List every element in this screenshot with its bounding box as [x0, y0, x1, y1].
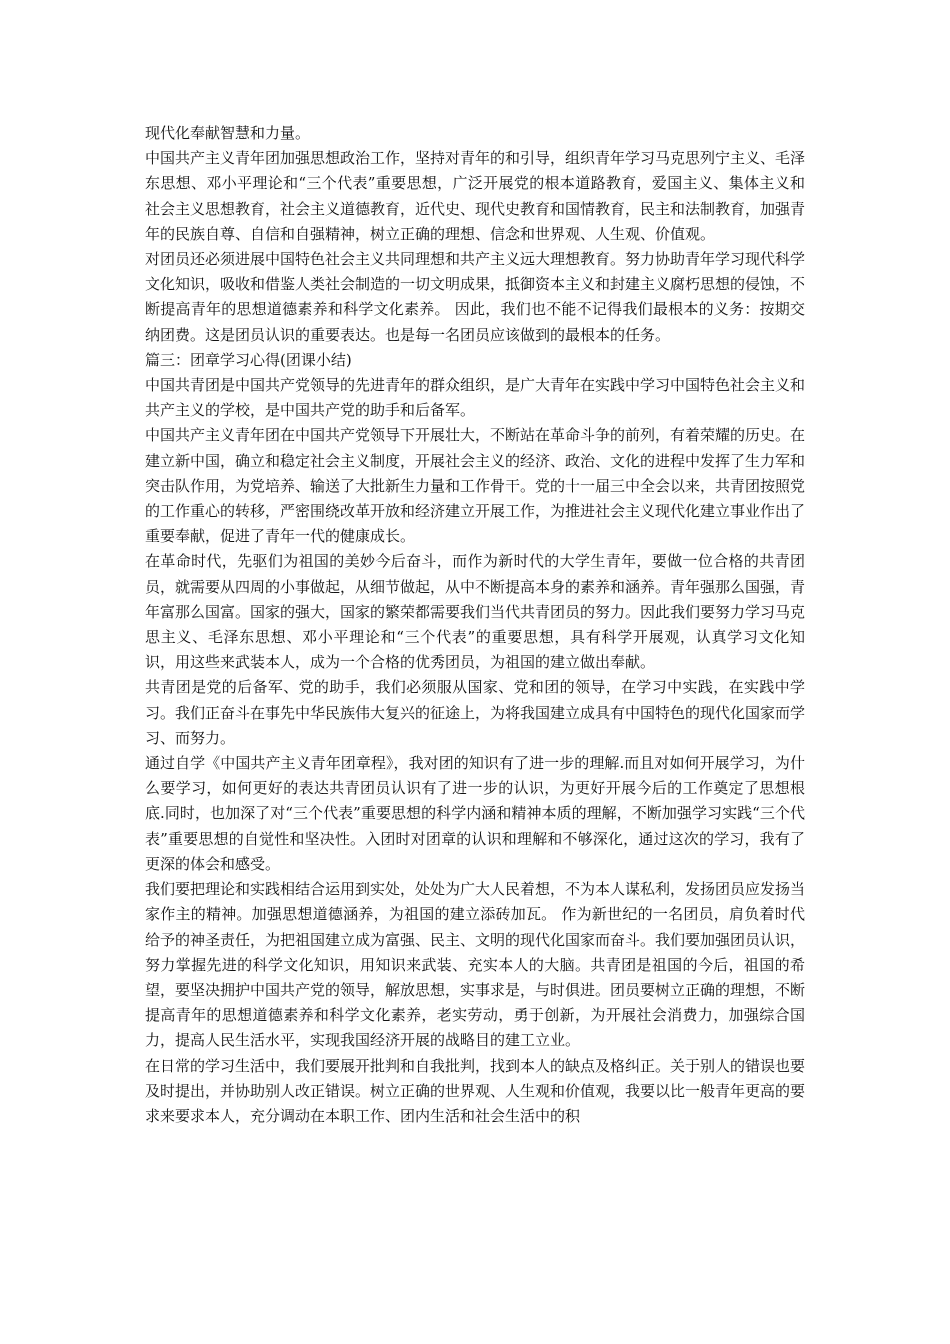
document-page	[145, 121, 805, 1129]
section-heading: 篇三：团章学习心得(团课小结)	[145, 350, 352, 369]
paragraph-new-era: 在革命时代，先驱们为祖国的美妙今后奋斗，而作为新时代的大学生青年，要做一位合格的共青团员，就需要从四周的小事做起，从细节做起，从中不断提高本身的素养和涵养。青年强那么国强，青年富那么国富。国家的强大，国家的繁荣都需要我们当代共青团员的努力。因此我们要努力学习马克思主义、毛泽东思想、邓小平理论和“三个代表”的重要思想，具有科学开展观，认真学习文化知识，用这些来武装本人，成为一个合格的优秀团员，为祖国的建立做出奉献。	[145, 552, 806, 672]
paragraph-league-definition: 中国共青团是中国共产党领导的先进青年的群众组织，是广大青年在实践中学习中国特色社会主义和共产主义的学校，是中国共产党的助手和后备军。	[145, 376, 806, 420]
paragraph-reserve-force: 共青团是党的后备军、党的助手，我们必须服从国家、党和团的领导，在学习中实践，在实践中学习。我们正奋斗在事先中华民族伟大复兴的征途上，为将我国建立成具有中国特色的现代化国家而学习、而努力。	[145, 678, 806, 747]
paragraph-member-education: 对团员还必须进展中国特色社会主义共同理想和共产主义远大理想教育。努力协助青年学习现代科学文化知识，吸收和借鉴人类社会制造的一切文明成果，抵御资本主义和封建主义腐朽思想的侵蚀，不断提高青年的思想道德素养和科学文化素养。 因此，我们也不能不记得我们最根本的义务：按期交纳团费。这是团员认识的重要表达。也是每一名团员应该做到的最根本的任务。	[145, 250, 806, 344]
paragraph-continuation: 现代化奉献智慧和力量。	[145, 124, 311, 142]
paragraph-self-study: 通过自学《中国共产主义青年团章程》，我对团的知识有了进一步的理解.而且对如何开展学习，为什么要学习，如何更好的表达共青团员认识有了进一步的认识，为更好开展今后的工作奠定了思想根底.同时，也加深了对“三个代表”重要思想的科学内涵和精神本质的理解，不断加强学习实践“三个代表”重要思想的自觉性和坚决性。入团时对团章的认识和理解和不够深化，通过这次的学习，我有了更深的体会和感受。	[145, 754, 805, 873]
paragraph-league-history: 中国共产主义青年团在中国共产党领导下开展壮大，不断站在革命斗争的前列，有着荣耀的历史。在建立新中国，确立和稳定社会主义制度，开展社会主义的经济、政治、文化的进程中发挥了生力军和突击队作用，为党培养、输送了大批新生力量和工作骨干。党的十一届三中全会以来，共青团按照党的工作重心的转移，严密围绕改革开放和经济建立开展工作，为推进社会主义现代化建立事业作出了重要奉献，促进了青年一代的健康成长。	[145, 426, 806, 546]
paragraph-theory-practice: 我们要把理论和实践相结合运用到实处，处处为广大人民着想，不为本人谋私利，发扬团员应发扬当家作主的精神。加强思想道德涵养，为祖国的建立添砖加瓦。 作为新世纪的一名团员，肩负着时代给予的神圣责任，为把祖国建立成为富强、民主、文明的现代化国家而奋斗。我们要加强团员认识，努力掌握先进的科学文化知识，用知识来武装、充实本人的大脑。共青团是祖国的今后，祖国的希望，要坚决拥护中国共产党的领导，解放思想，实事求是，与时俱进。团员要树立正确的理想，不断提高青年的思想道德素养和科学文化素养，老实劳动，勇于创新，为开展社会消费力，加强综合国力，提高人民生活水平，实现我国经济开展的战略目的建工立业。	[145, 880, 806, 1050]
paragraph-daily-life: 在日常的学习生活中，我们要展开批判和自我批判，找到本人的缺点及格纠正。关于别人的错误也要及时提出，并协助别人改正错误。树立正确的世界观、人生观和价值观，我要以比一般青年更高的要求来要求本人，充分调动在本职工作、团内生活和社会生活中的积	[145, 1056, 806, 1125]
paragraph-ideological-work: 中国共产主义青年团加强思想政治工作，坚持对青年的和引导，组织青年学习马克思列宁主义、毛泽东思想、邓小平理论和“三个代表”重要思想，广泛开展党的根本道路教育，爱国主义、集体主义和社会主义思想教育，社会主义道德教育，近代史、现代史教育和国情教育，民主和法制教育，加强青年的民族自尊、自信和自强精神，树立正确的理想、信念和世界观、人生观、价值观。	[145, 149, 806, 243]
